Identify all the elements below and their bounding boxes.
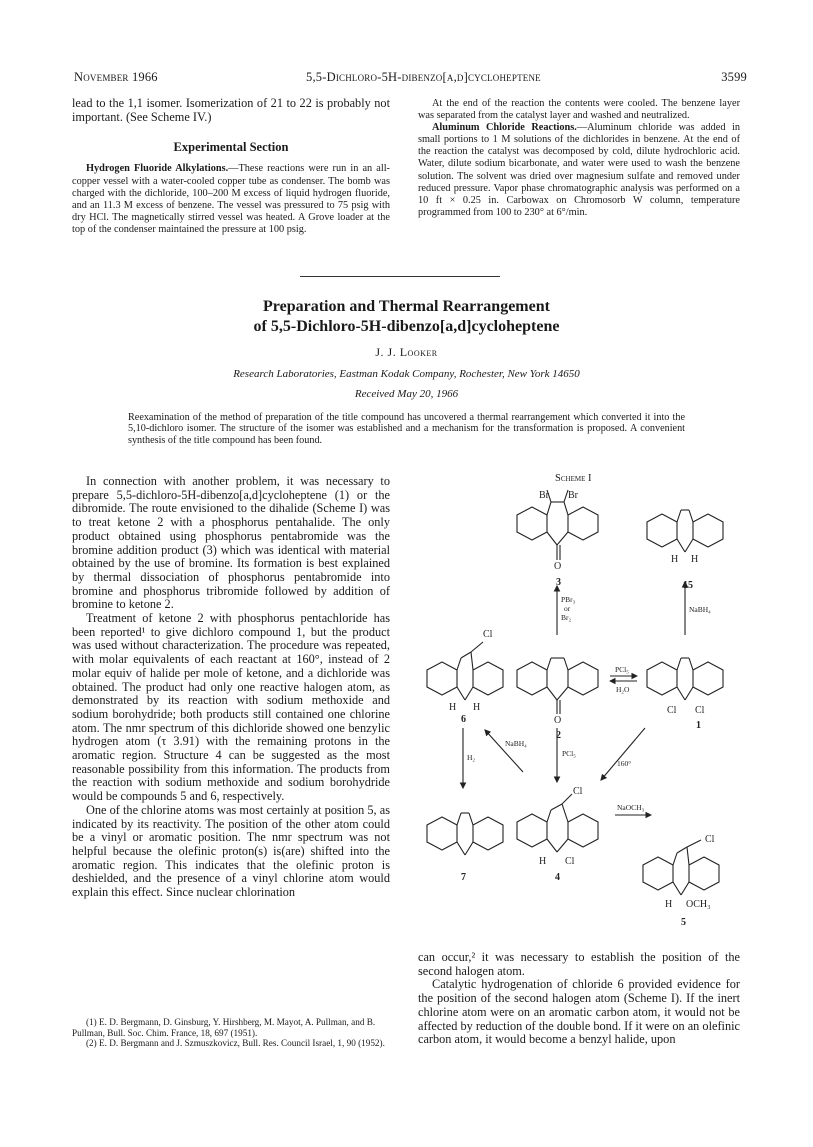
reagent-label: NaOCH₃ (617, 803, 645, 812)
experimental-paragraph (72, 163, 390, 236)
experimental-paragraph (418, 122, 740, 219)
abstract: Reexamination of the method of preparation of the title compound has uncovered a thermal rearrangement which converted it into the 5,10-dichloro isomer. The structure of the isomer was established and a mechanism for the transformation is proposed. A convenient synthesis of the title compound has been found. (128, 412, 685, 446)
title-line: of 5,5-Dichloro-5H-dibenzo[a,d]cycloheptene (253, 317, 560, 335)
prev-article-left-column (72, 97, 390, 236)
compound-label-5: 5 (681, 917, 686, 928)
body-paragraph: Catalytic hydrogenation of chloride 6 provided evidence for the position of the second halogen atom (Scheme I). If the inert chlorine atom were on an aromatic carbon atom, it would not be affected by reduction of the double bond. If it were on an olefinic carbon atom, it would become a benzyl halide, upon (418, 977, 740, 1047)
received-date: Received May 20, 1966 (354, 388, 459, 400)
reagent-label: 160° (617, 759, 632, 768)
atom-label: H (691, 554, 699, 565)
atom-label: Br (568, 490, 578, 501)
compound-label-4: 4 (555, 872, 560, 883)
compound-5-structure (643, 840, 719, 895)
reagent-label: NaBH₄ (689, 605, 711, 614)
body-left-column (72, 475, 390, 900)
reagent-label: PBr₃ (561, 595, 576, 604)
affiliation: Research Laboratories, Eastman Kodak Company, Rochester, New York 14650 (233, 368, 580, 380)
footnote: (2) E. D. Bergmann and J. Szmuszkovicz, Bull. Res. Council Israel, 1, 90 (1952). (86, 1038, 385, 1049)
body-paragraph: One of the chlorine atoms was most certainly at position 5, as indicated by its reactivity. The position of the other atom could be a vinyl or aromatic position. The nmr spectrum was not helpful because the olefinic proton(s) is(are) shifted into the aromatic region. This indicates that the olefinic proton is deshielded, and the presence of a vinyl chlorine atom would explain this effect. Since nuclear chlorination (72, 802, 390, 900)
reagent-label: Br₂ (561, 613, 572, 622)
article-title (150, 297, 663, 336)
author: J. J. Looker (375, 345, 438, 359)
compound-4-structure (517, 794, 598, 852)
arrow-4-to-6 (485, 730, 523, 772)
body-paragraph: Treatment of ketone 2 with phosphorus pentachloride has been reported¹ to give dichloro compound 1, but the product was used without characterization. The procedure was repeated, with molar equivalents of each reactant at 160°, instead of 2 molar equiv of halide per mole of ketone, and a dichloride was obtained. The product had only one reactive halogen atom, as demonstrated by its reaction with sodium methoxide and sodium borohydride; both products still contained one chlorine atom. The nmr spectrum of this dichloride showed one benzylic hydrogen atom (τ 3.91) with the remaining protons in the aromatic region. Structure 4 can be suggested as the most reasonable possibility from this information. The products from the reaction with sodium methoxide and sodium borohydride would be compounds 5 and 6, respectively. (72, 611, 390, 804)
atom-label: Cl (565, 856, 575, 867)
footnotes (72, 1017, 390, 1049)
arrow-1-to-4 (601, 728, 645, 780)
body-right-column (418, 951, 740, 1047)
atom-label: Br (539, 490, 549, 501)
compound-1-structure (647, 658, 723, 700)
run-in-heading: Aluminum Chloride Reactions. (432, 122, 577, 134)
atom-label: Cl (667, 705, 677, 716)
running-header-title: 5,5-Dichloro-5H-dibenzo[a,d]cycloheptene (306, 70, 541, 84)
page-number: 3599 (721, 70, 747, 84)
compound-label-15: 15 (683, 580, 693, 591)
atom-label: H (449, 702, 457, 713)
compound-label-3: 3 (556, 577, 561, 588)
section-heading: Experimental Section (173, 140, 289, 155)
reagent-label: PCl₅ (615, 665, 629, 674)
reagent-label: H₂O (616, 685, 630, 694)
atom-label: Cl (573, 786, 583, 797)
compound-label-6: 6 (461, 714, 466, 725)
scheme-title: Scheme I (555, 473, 592, 484)
paragraph-text: —These reactions were run in an all-copper vessel with a water-cooled copper tube as condenser. The bomb was charged with the dichloride, 100–200 M excess of liquid hydrogen fluoride, and an 11.3 M excess of benzene. The vessel was pressured to 75 psig with dry HCl. The magnetically stirred vessel was heated. A Grove loader at the top of the condenser maintained the pressure at 100 psig. (72, 163, 390, 235)
atom-label: OCH₃ (686, 899, 711, 910)
running-header-date: November 1966 (74, 70, 158, 84)
prev-article-paragraph: lead to the 1,1 isomer. Isomerization of 21 to 22 is probably not important. (See Scheme IV.) (72, 96, 390, 124)
scheme-diagram (405, 470, 745, 940)
reagent-label: H₂ (467, 753, 476, 762)
footnote: (1) E. D. Bergmann, D. Ginsburg, Y. Hirshberg, M. Mayot, A. Pullman, and B. Pullman, Bull. Soc. Chim. France, 18, 697 (1951). (72, 1017, 376, 1038)
reagent-label: NaBH₄ (505, 739, 527, 748)
compound-3-structure (517, 490, 598, 560)
reagent-label: PCl₅ (562, 749, 576, 758)
compound-6-structure (427, 642, 503, 700)
article-divider (300, 276, 500, 277)
run-in-heading: Hydrogen Fluoride Alkylations. (86, 163, 229, 175)
atom-label: Cl (705, 834, 715, 845)
compound-7-structure (427, 813, 503, 855)
compound-label-7: 7 (461, 872, 466, 883)
atom-label: O (554, 715, 562, 726)
compound-15-structure (647, 510, 723, 552)
compound-label-2: 2 (556, 730, 561, 741)
experimental-paragraph: At the end of the reaction the contents were cooled. The benzene layer was separated from the catalyst layer and washed and neutralized. (418, 98, 740, 122)
atom-label: H (671, 554, 679, 565)
atom-label: H (665, 899, 673, 910)
title-line: Preparation and Thermal Rearrangement (263, 298, 550, 315)
atom-label: O (554, 561, 562, 572)
atom-label: H (473, 702, 481, 713)
paragraph-text: —Aluminum chloride was added in small portions to 1 M solutions of the dichlorides in benzene. At the end of the reaction the catalyst was decomposed by cold, dilute hydrochloric acid. Water, dilute sodium bicarbonate, and water were used to wash the benzene solution. The solvent was dried over magnesium sulfate and removed under reduced pressure. Vapor phase chromatographic analysis was performed on a 10 ft × 0.25 in. Carbowax on Chromosorb W column, temperature programmed from 100 to 230° at 6°/min. (418, 122, 741, 218)
atom-label: Cl (695, 705, 705, 716)
prev-article-right-column (418, 98, 740, 219)
body-paragraph: can occur,² it was necessary to establish the position of the second halogen atom. (418, 950, 740, 978)
reagent-label: or (564, 604, 571, 613)
compound-label-1: 1 (696, 720, 701, 731)
body-paragraph: In connection with another problem, it was necessary to prepare 5,5-dichloro-5H-dibenzo[a,d]cycloheptene (1) or the dibromide. The route envisioned to the dihalide (Scheme I) was to treat ketone 2 with a phosphorus pentahalide. The only product obtained using phosphorus pentabromide was the bromine addition product (3) which was identical with material obtained by the use of bromine. Its formation is best explained by thermal dissociation of phosphorus pentabromide into bromine and phosphorus tribromide followed by addition of bromine to ketone 2. (72, 474, 390, 612)
compound-2-structure (517, 658, 598, 714)
atom-label: H (539, 856, 547, 867)
atom-label: Cl (483, 629, 493, 640)
